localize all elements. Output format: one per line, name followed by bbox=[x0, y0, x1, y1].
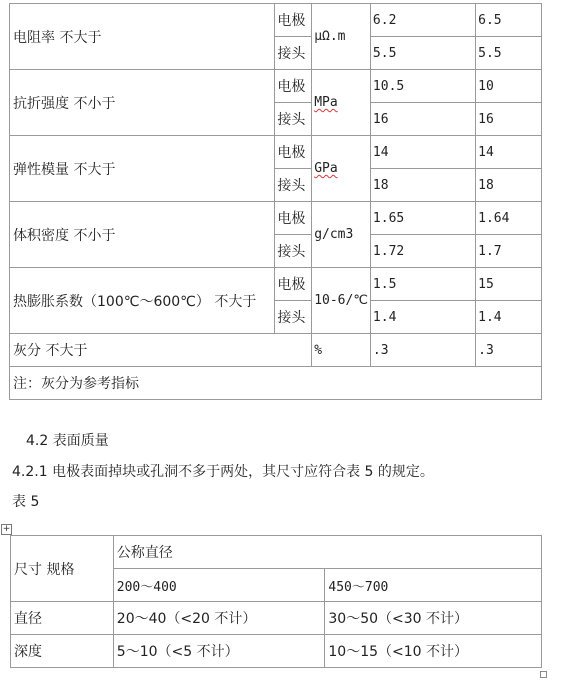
table-row bbox=[10, 4, 542, 37]
value-cell: 5.5 bbox=[476, 37, 542, 70]
part-label: 电极 bbox=[275, 70, 312, 103]
table-row bbox=[10, 70, 542, 103]
property-name: 弹性模量 不大于 bbox=[10, 136, 275, 202]
part-label: 接头 bbox=[275, 301, 312, 334]
table-cell: 30～50（<30 不计） bbox=[325, 602, 542, 635]
value-cell: 14 bbox=[370, 136, 475, 169]
value-cell: 16 bbox=[370, 103, 475, 136]
property-name: 电阻率 不大于 bbox=[10, 4, 275, 70]
table-row bbox=[10, 334, 542, 367]
part-label: 接头 bbox=[275, 103, 312, 136]
table-row bbox=[11, 635, 542, 668]
unit-cell bbox=[312, 136, 371, 202]
table5-group-header: 公称直径 bbox=[113, 536, 541, 569]
table-cell: 10～15（<10 不计） bbox=[325, 635, 542, 668]
properties-table bbox=[9, 3, 542, 400]
unit-label: μΩ.m bbox=[314, 29, 346, 44]
value-cell: 1.72 bbox=[370, 235, 475, 268]
section-heading: 4.2 表面质量 bbox=[26, 433, 109, 449]
value-cell: .3 bbox=[476, 334, 542, 367]
table-row bbox=[10, 367, 542, 400]
unit-cell: % bbox=[312, 334, 371, 367]
table5-row-label: 深度 bbox=[11, 635, 114, 668]
table-row bbox=[11, 602, 542, 635]
unit-cell bbox=[312, 4, 371, 70]
part-label: 电极 bbox=[275, 202, 312, 235]
value-cell: 5.5 bbox=[370, 37, 475, 70]
table-cell: 5～10（<5 不计） bbox=[113, 635, 325, 668]
table-resize-handle[interactable] bbox=[540, 671, 547, 678]
unit-cell bbox=[312, 202, 371, 268]
part-label: 接头 bbox=[275, 169, 312, 202]
value-cell: 1.5 bbox=[370, 268, 475, 301]
value-cell: 18 bbox=[476, 169, 542, 202]
value-cell: 6.2 bbox=[370, 4, 475, 37]
table5-col1-header: 200～400 bbox=[113, 569, 325, 602]
value-cell: 14 bbox=[476, 136, 542, 169]
unit-label: GPa bbox=[314, 161, 338, 176]
part-label: 电极 bbox=[275, 268, 312, 301]
table-cell: 20～40（<20 不计） bbox=[113, 602, 325, 635]
property-name: 体积密度 不小于 bbox=[10, 202, 275, 268]
paragraph-4-2-1: 4.2.1 电极表面掉块或孔洞不多于两处，其尺寸应符合表 5 的规定。 bbox=[12, 464, 434, 480]
value-cell: 1.7 bbox=[476, 235, 542, 268]
table-move-handle-icon[interactable]: + bbox=[2, 524, 11, 534]
table-caption: 表 5 bbox=[12, 494, 40, 510]
value-cell: 18 bbox=[370, 169, 475, 202]
table5-col2-header: 450～700 bbox=[325, 569, 542, 602]
value-cell: 1.64 bbox=[476, 202, 542, 235]
value-cell: 10 bbox=[476, 70, 542, 103]
table5-row-header: 尺寸 规格 bbox=[11, 536, 114, 602]
table-row bbox=[10, 202, 542, 235]
unit-cell bbox=[312, 70, 371, 136]
value-cell: 6.5 bbox=[476, 4, 542, 37]
part-label: 接头 bbox=[275, 235, 312, 268]
value-cell: 16 bbox=[476, 103, 542, 136]
value-cell: 1.4 bbox=[476, 301, 542, 334]
value-cell: 10.5 bbox=[370, 70, 475, 103]
unit-label: MPa bbox=[314, 95, 338, 110]
part-label: 电极 bbox=[275, 4, 312, 37]
unit-cell bbox=[312, 268, 371, 334]
unit-label: g/cm3 bbox=[314, 227, 354, 242]
value-cell: .3 bbox=[370, 334, 475, 367]
table-row bbox=[10, 136, 542, 169]
property-name: 热膨胀系数（100℃～600℃） 不大于 bbox=[10, 268, 275, 334]
part-label: 接头 bbox=[275, 37, 312, 70]
unit-label: 10-6/℃ bbox=[314, 293, 368, 308]
value-cell: 1.4 bbox=[370, 301, 475, 334]
value-cell: 1.65 bbox=[370, 202, 475, 235]
property-name: 抗折强度 不小于 bbox=[10, 70, 275, 136]
property-name: 灰分 不大于 bbox=[10, 334, 312, 367]
table-5 bbox=[10, 535, 542, 668]
table5-row-label: 直径 bbox=[11, 602, 114, 635]
table-note: 注：灰分为参考指标 bbox=[10, 367, 542, 400]
value-cell: 15 bbox=[476, 268, 542, 301]
table-row bbox=[10, 268, 542, 301]
part-label: 电极 bbox=[275, 136, 312, 169]
